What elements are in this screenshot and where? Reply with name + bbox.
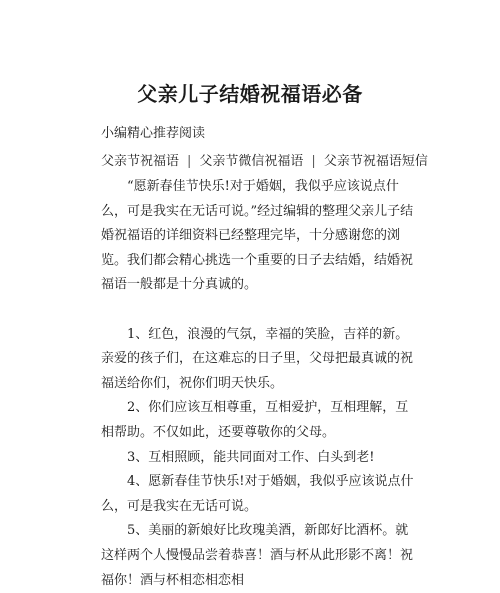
related-link-fathers-day-wechat-wishes[interactable]: 父亲节微信祝福语 (199, 154, 304, 169)
wish-item-4: 4、愿新春佳节快乐!对于婚姻，我似乎应该说点什么，可是我实在无话可说。 (101, 474, 414, 514)
wish-item-3: 3、互相照顾，能共同面对工作、白头到老! (127, 449, 375, 465)
article-body (101, 175, 421, 593)
wish-item-1: 1、红色，浪漫的气氛，幸福的笑脸，吉祥的新。亲爱的孩子们，在这难忘的日子里，父母把最真诚的祝福送给你们，祝你们明天快乐。 (101, 326, 414, 391)
link-separator: | (187, 154, 192, 169)
page-title: 父亲儿子结婚祝福语必备 (137, 82, 363, 106)
related-link-fathers-day-sms-wishes[interactable]: 父亲节祝福语短信 (323, 154, 428, 169)
intro-paragraph: “愿新春佳节快乐!对于婚姻，我似乎应该说点什么，可是我实在无话可说。”经过编辑的整理父亲儿子结婚祝福语的详细资料已经整理完毕，十分感谢您的浏览。我们都会精心挑选一个重要的日子去结婚，结婚祝福语一般都是十分真诚的。 (101, 179, 414, 293)
wish-item-5: 5、美丽的新娘好比玫瑰美酒，新郎好比酒杯。就这样两个人慢慢品尝着恭喜！酒与杯从此形影不离！祝福你！酒与杯相恋相恋相 (101, 523, 414, 588)
wish-item-2: 2、你们应该互相尊重，互相爱护，互相理解，互相帮助。不仅如此，还要尊敬你的父母。 (101, 400, 409, 440)
link-separator: | (311, 154, 316, 169)
recommended-reading-heading: 小编精心推荐阅读 (101, 126, 206, 141)
related-links (101, 150, 428, 169)
related-link-fathers-day-wishes[interactable]: 父亲节祝福语 (101, 154, 180, 169)
